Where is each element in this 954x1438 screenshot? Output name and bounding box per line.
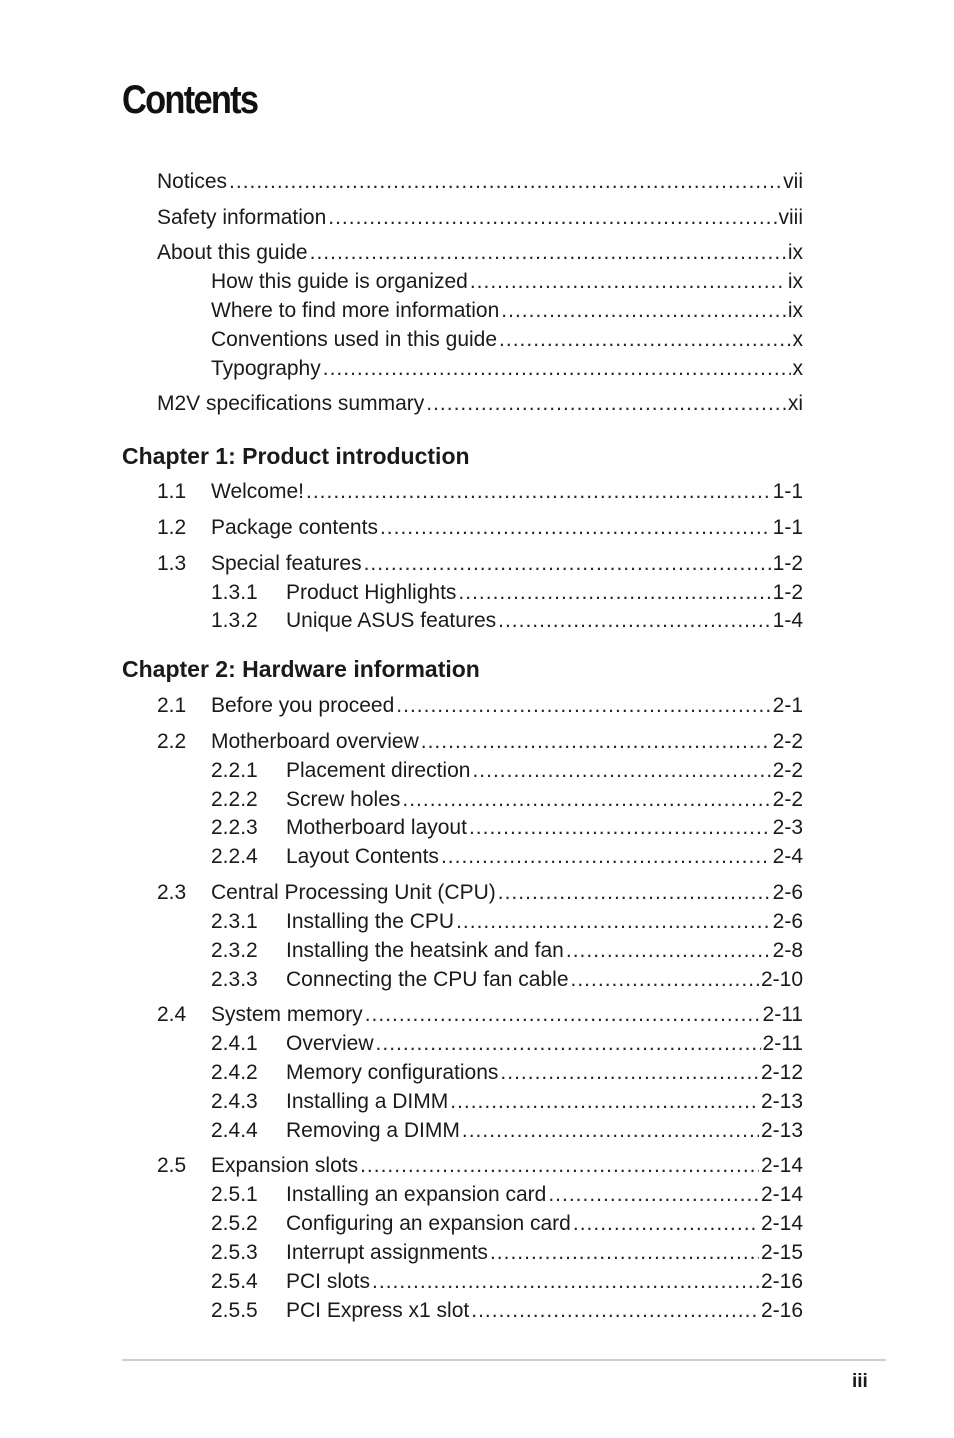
leader-dots [499,327,790,353]
section-number: 2.2.3 [211,816,258,839]
section-number: 1.3.1 [211,581,258,604]
toc-entry-page: 2-11 [762,1032,803,1055]
leader-dots [396,693,770,719]
toc-entry-label: Unique ASUS features [286,609,497,632]
toc-entry-page: 2-16 [760,1270,803,1293]
toc-entry-2-2-3[interactable] [211,815,803,841]
leader-dots [472,758,770,784]
leader-dots [365,1002,761,1028]
toc-entry-label: Welcome! [211,480,304,503]
toc-entry-page: 2-1 [772,694,803,717]
section-number: 2.4.3 [211,1090,258,1113]
leader-dots [364,551,771,577]
toc-entry-label: Safety information [157,206,327,229]
leader-dots [490,1240,759,1266]
leader-dots [462,1118,759,1144]
toc-entry-2-5[interactable] [157,1153,803,1179]
leader-dots [456,909,771,935]
section-number: 2.5.5 [211,1299,258,1322]
toc-entry-label: How this guide is organized [211,270,468,293]
section-number: 2.3.2 [211,939,258,962]
toc-entry-page: 2-2 [772,730,803,753]
toc-entry-label: Motherboard layout [286,816,467,839]
leader-dots [376,1031,761,1057]
leader-dots [426,391,786,417]
toc-entry-label: Expansion slots [211,1154,359,1177]
section-number: 2.3.1 [211,910,258,933]
toc-entry-label: Configuring an expansion card [286,1212,571,1235]
toc-entry-label: Screw holes [286,788,401,811]
section-number: 2.2 [157,730,187,753]
toc-entry-page: 2-11 [762,1003,803,1026]
toc-entry-2-4-4[interactable] [211,1118,803,1144]
leader-dots [471,1298,759,1324]
section-number: 2.5.3 [211,1241,258,1264]
toc-entry-label: Memory configurations [286,1061,499,1084]
toc-entry-label: Central Processing Unit (CPU) [211,881,496,904]
toc-entry-label: Motherboard overview [211,730,419,753]
leader-dots [571,967,759,993]
toc-entry-1-3[interactable] [157,551,803,577]
toc-entry-page: 2-10 [760,968,803,991]
leader-dots [450,1089,759,1115]
toc-entry-label: M2V specifications summary [157,392,425,415]
leader-dots [548,1182,759,1208]
toc-entry-label: Removing a DIMM [286,1119,460,1142]
section-number: 2.5 [157,1154,187,1177]
leader-dots [441,844,771,870]
leader-dots [402,787,770,813]
section-number: 2.4 [157,1003,187,1026]
toc-entry-page: 1-2 [772,552,803,575]
toc-entry-label: Before you proceed [211,694,395,717]
toc-entry-2-1[interactable] [157,693,803,719]
toc-entry-2-4-1[interactable] [211,1031,803,1057]
toc-entry-1-3-2[interactable] [211,608,803,634]
toc-entry-2-3-3[interactable] [211,967,803,993]
toc-entry-label: Special features [211,552,362,575]
chapter-2-heading[interactable]: Chapter 2: Hardware information [122,656,480,682]
toc-entry-page: 2-4 [772,845,803,868]
toc-entry-2-4-3[interactable] [211,1089,803,1115]
section-number: 2.3 [157,881,187,904]
toc-entry-page: 2-13 [760,1090,803,1113]
toc-entry-2-2[interactable] [157,729,803,755]
toc-entry-1-3-1[interactable] [211,580,803,606]
footer-divider [122,1359,886,1361]
toc-entry-page: 2-3 [772,816,803,839]
section-number: 2.4.2 [211,1061,258,1084]
section-number: 1.3 [157,552,187,575]
toc-entry-2-5-2[interactable] [211,1211,803,1237]
toc-entry-about-this-guide[interactable] [157,240,803,266]
leader-dots [229,169,781,195]
toc-entry-page: 2-2 [772,788,803,811]
leader-dots [458,580,770,606]
toc-entry-page: 2-2 [772,759,803,782]
toc-entry-conventions-used[interactable] [211,327,803,353]
toc-entry-2-4[interactable] [157,1002,803,1028]
toc-entry-page: x [792,357,803,380]
toc-entry-page: 1-1 [772,480,803,503]
section-number: 2.2.2 [211,788,258,811]
leader-dots [360,1153,759,1179]
toc-entry-page: 2-14 [760,1154,803,1177]
toc-entry-label: Product Highlights [286,581,457,604]
toc-entry-2-5-3[interactable] [211,1240,803,1266]
leader-dots [498,608,771,634]
toc-entry-label: Interrupt assignments [286,1241,488,1264]
section-number: 2.1 [157,694,187,717]
toc-entry-page: 1-4 [772,609,803,632]
toc-entry-typography[interactable] [211,356,803,382]
toc-entry-page: 2-13 [760,1119,803,1142]
leader-dots [469,815,771,841]
toc-entry-label: PCI Express x1 slot [286,1299,470,1322]
toc-entry-label: Typography [211,357,321,380]
leader-dots [501,298,786,324]
leader-dots [566,938,771,964]
section-number: 2.4.1 [211,1032,258,1055]
toc-entry-2-2-2[interactable] [211,787,803,813]
toc-entry-notices[interactable] [157,169,803,195]
toc-entry-specifications-summary[interactable] [157,391,803,417]
leader-dots [310,240,786,266]
leader-dots [380,515,771,541]
section-number: 2.5.1 [211,1183,258,1206]
toc-entry-page: 2-14 [760,1183,803,1206]
toc-entry-page: xi [787,392,803,415]
toc-entry-2-3-2[interactable] [211,938,803,964]
toc-entry-page: 2-6 [772,910,803,933]
chapter-1-heading[interactable]: Chapter 1: Product introduction [122,443,470,469]
toc-entry-label: Overview [286,1032,374,1055]
toc-entry-1-1[interactable] [157,479,803,505]
section-number: 1.1 [157,480,187,503]
leader-dots [306,479,771,505]
toc-entry-how-this-guide-is-organized[interactable] [211,269,803,295]
section-number: 2.4.4 [211,1119,258,1142]
toc-entry-2-2-4[interactable] [211,844,803,870]
toc-entry-label: Connecting the CPU fan cable [286,968,569,991]
toc-entry-2-3[interactable] [157,880,803,906]
toc-entry-page: 2-8 [772,939,803,962]
toc-entry-label: Installing an expansion card [286,1183,547,1206]
toc-entry-2-5-1[interactable] [211,1182,803,1208]
toc-entry-2-3-1[interactable] [211,909,803,935]
toc-entry-2-4-2[interactable] [211,1060,803,1086]
footer-page-number: iii [852,1371,868,1392]
toc-entry-1-2[interactable] [157,515,803,541]
toc-entry-where-to-find-more-information[interactable] [211,298,803,324]
toc-entry-page: ix [787,270,803,293]
toc-entry-page: 1-2 [772,581,803,604]
leader-dots [328,205,776,231]
toc-entry-page: 1-1 [772,516,803,539]
toc-entry-label: Installing a DIMM [286,1090,449,1113]
toc-entry-page: 2-12 [760,1061,803,1084]
toc-entry-page: viii [778,206,803,229]
section-number: 2.2.1 [211,759,258,782]
leader-dots [323,356,791,382]
leader-dots [498,880,771,906]
toc-entry-label: Where to find more information [211,299,500,322]
toc-entry-2-5-5[interactable] [211,1298,803,1324]
leader-dots [470,269,786,295]
toc-entry-page: 2-16 [760,1299,803,1322]
toc-entry-page: x [792,328,803,351]
section-number: 2.5.2 [211,1212,258,1235]
toc-entry-2-5-4[interactable] [211,1269,803,1295]
toc-entry-page: ix [787,299,803,322]
toc-entry-label: About this guide [157,241,308,264]
leader-dots [500,1060,759,1086]
leader-dots [573,1211,759,1237]
toc-entry-safety-information[interactable] [157,205,803,231]
toc-entry-label: Placement direction [286,759,471,782]
toc-entry-label: Installing the CPU [286,910,455,933]
toc-entry-label: System memory [211,1003,363,1026]
section-number: 2.2.4 [211,845,258,868]
section-number: 2.3.3 [211,968,258,991]
leader-dots [372,1269,759,1295]
toc-entry-2-2-1[interactable] [211,758,803,784]
toc-entry-label: Notices [157,170,228,193]
section-number: 1.3.2 [211,609,258,632]
toc-entry-label: Layout Contents [286,845,439,868]
toc-entry-label: Package contents [211,516,378,539]
toc-entry-page: vii [783,170,803,193]
section-number: 1.2 [157,516,187,539]
page-title: Contents [122,78,258,122]
toc-entry-label: Conventions used in this guide [211,328,498,351]
toc-entry-page: 2-6 [772,881,803,904]
toc-entry-page: 2-14 [760,1212,803,1235]
toc-entry-page: 2-15 [760,1241,803,1264]
leader-dots [421,729,771,755]
toc-entry-page: ix [787,241,803,264]
section-number: 2.5.4 [211,1270,258,1293]
toc-entry-label: PCI slots [286,1270,371,1293]
toc-entry-label: Installing the heatsink and fan [286,939,564,962]
